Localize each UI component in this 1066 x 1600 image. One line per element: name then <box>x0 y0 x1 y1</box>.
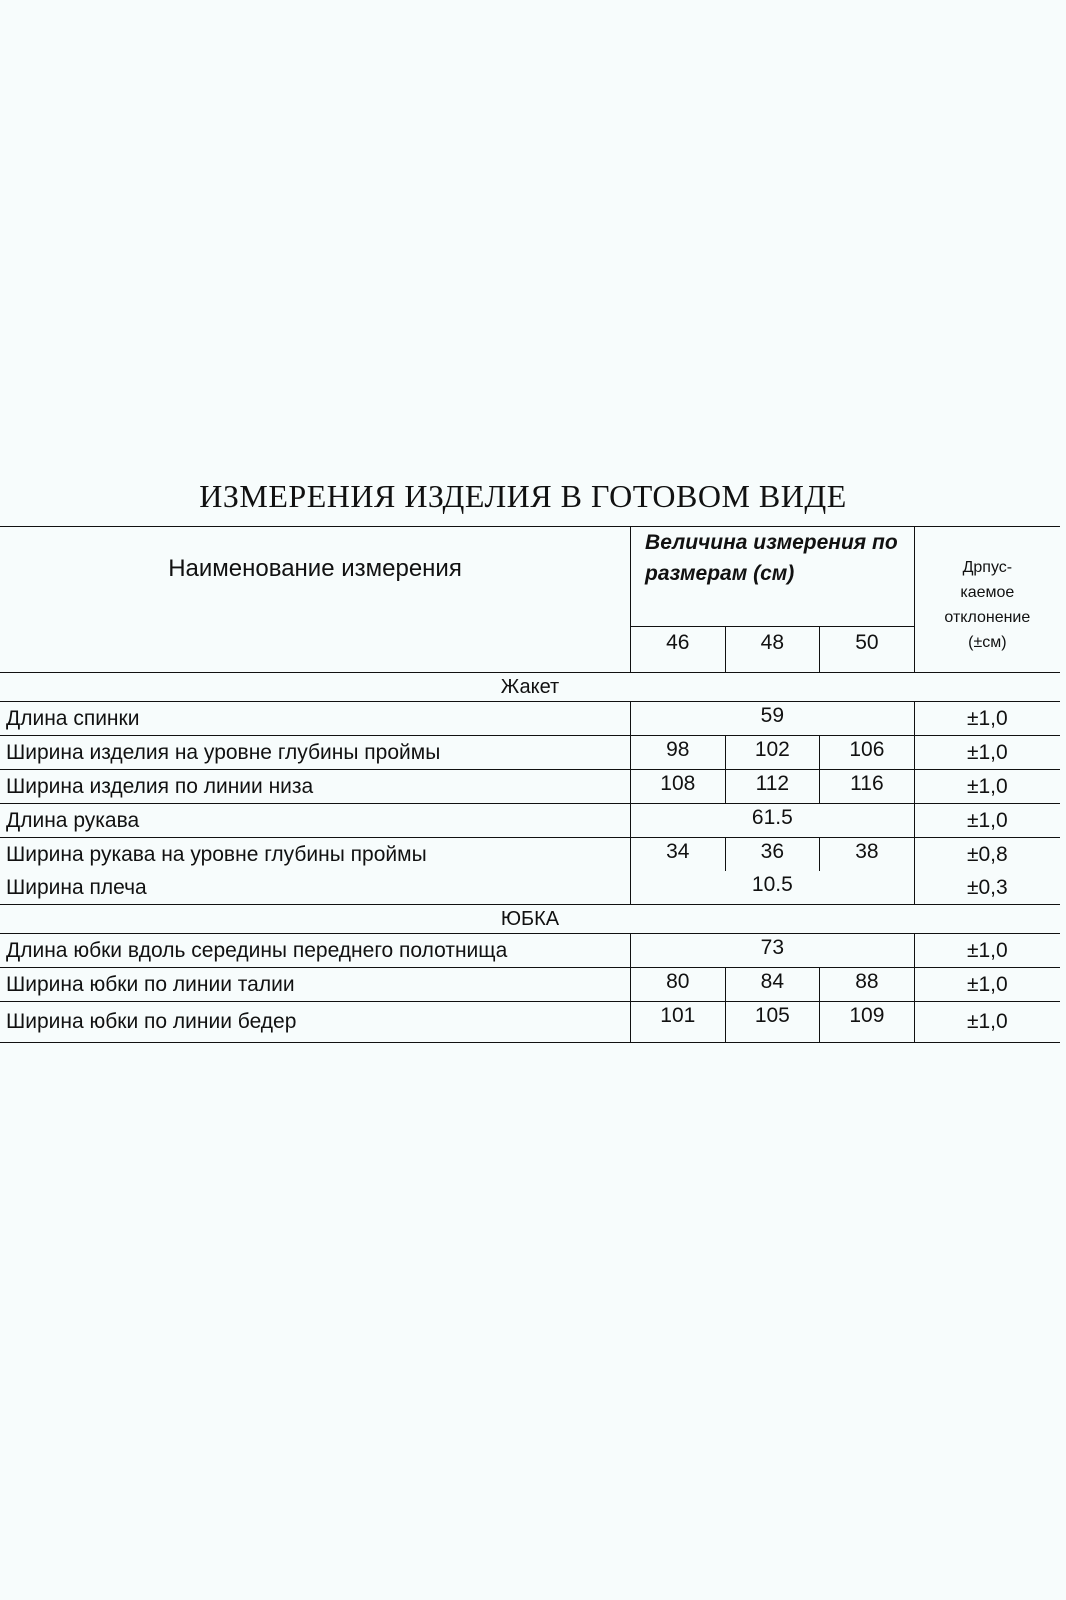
measure-tolerance: ±1,0 <box>914 1002 1060 1043</box>
measure-value: 34 <box>631 838 726 872</box>
document-title: ИЗМЕРЕНИЯ ИЗДЕЛИЯ В ГОТОВОМ ВИДЕ <box>199 478 847 514</box>
measure-name: Ширина изделия по линии низа <box>0 770 631 804</box>
measure-value: 88 <box>820 968 915 1002</box>
measure-tolerance: ±0,3 <box>914 871 1060 905</box>
measure-tolerance: ±1,0 <box>914 702 1060 736</box>
table-row <box>0 702 1060 736</box>
table-row <box>0 934 1060 968</box>
measure-value: 10.5 <box>631 871 915 905</box>
measurements-table <box>0 526 1060 1043</box>
tolerance-line: (±см) <box>968 633 1007 651</box>
measure-name: Ширина рукава на уровне глубины проймы <box>0 838 631 872</box>
measure-tolerance: ±1,0 <box>914 736 1060 770</box>
header-tolerance-cell <box>914 527 1060 673</box>
table-row <box>0 804 1060 838</box>
table-row <box>0 838 1060 872</box>
header-row <box>0 527 1060 627</box>
measure-value: 106 <box>820 736 915 770</box>
measure-value: 116 <box>820 770 915 804</box>
measure-name: Длина юбки вдоль середины переднего полотнища <box>0 934 631 968</box>
section-title: ЮБКА <box>0 905 1060 934</box>
table-row <box>0 1002 1060 1043</box>
size-46: 46 <box>631 627 726 673</box>
measure-tolerance: ±1,0 <box>914 804 1060 838</box>
section-title: Жакет <box>0 673 1060 702</box>
tolerance-line: каемое <box>960 583 1015 601</box>
measure-tolerance: ±0,8 <box>914 838 1060 872</box>
table-row <box>0 871 1060 905</box>
measure-tolerance: ±1,0 <box>914 770 1060 804</box>
section-row-skirt <box>0 905 1060 934</box>
measure-value: 112 <box>725 770 820 804</box>
measure-name: Ширина плеча <box>0 871 631 905</box>
measure-value: 105 <box>725 1002 820 1043</box>
table-row <box>0 736 1060 770</box>
section-row-jacket <box>0 673 1060 702</box>
table-row <box>0 968 1060 1002</box>
measure-tolerance: ±1,0 <box>914 968 1060 1002</box>
measure-name: Длина рукава <box>0 804 631 838</box>
header-sizes-group: Величина измерения по размерам (см) <box>631 527 915 627</box>
tolerance-line: Дрпус- <box>962 558 1013 576</box>
measure-value: 108 <box>631 770 726 804</box>
header-name-cell: Наименование измерения <box>0 527 631 673</box>
size-50: 50 <box>820 627 915 673</box>
tolerance-line: отклонение <box>944 608 1031 626</box>
measure-value: 98 <box>631 736 726 770</box>
measure-name: Ширина изделия на уровне глубины проймы <box>0 736 631 770</box>
measure-value: 73 <box>631 934 915 968</box>
measure-tolerance: ±1,0 <box>914 934 1060 968</box>
size-48: 48 <box>725 627 820 673</box>
measure-value: 61.5 <box>631 804 915 838</box>
measure-value: 38 <box>820 838 915 872</box>
measure-value: 101 <box>631 1002 726 1043</box>
measure-name: Длина спинки <box>0 702 631 736</box>
measure-value: 59 <box>631 702 915 736</box>
table-row <box>0 770 1060 804</box>
measure-name: Ширина юбки по линии талии <box>0 968 631 1002</box>
measure-value: 36 <box>725 838 820 872</box>
measure-name: Ширина юбки по линии бедер <box>0 1002 631 1043</box>
measure-value: 80 <box>631 968 726 1002</box>
measure-value: 102 <box>725 736 820 770</box>
measure-value: 109 <box>820 1002 915 1043</box>
measure-value: 84 <box>725 968 820 1002</box>
